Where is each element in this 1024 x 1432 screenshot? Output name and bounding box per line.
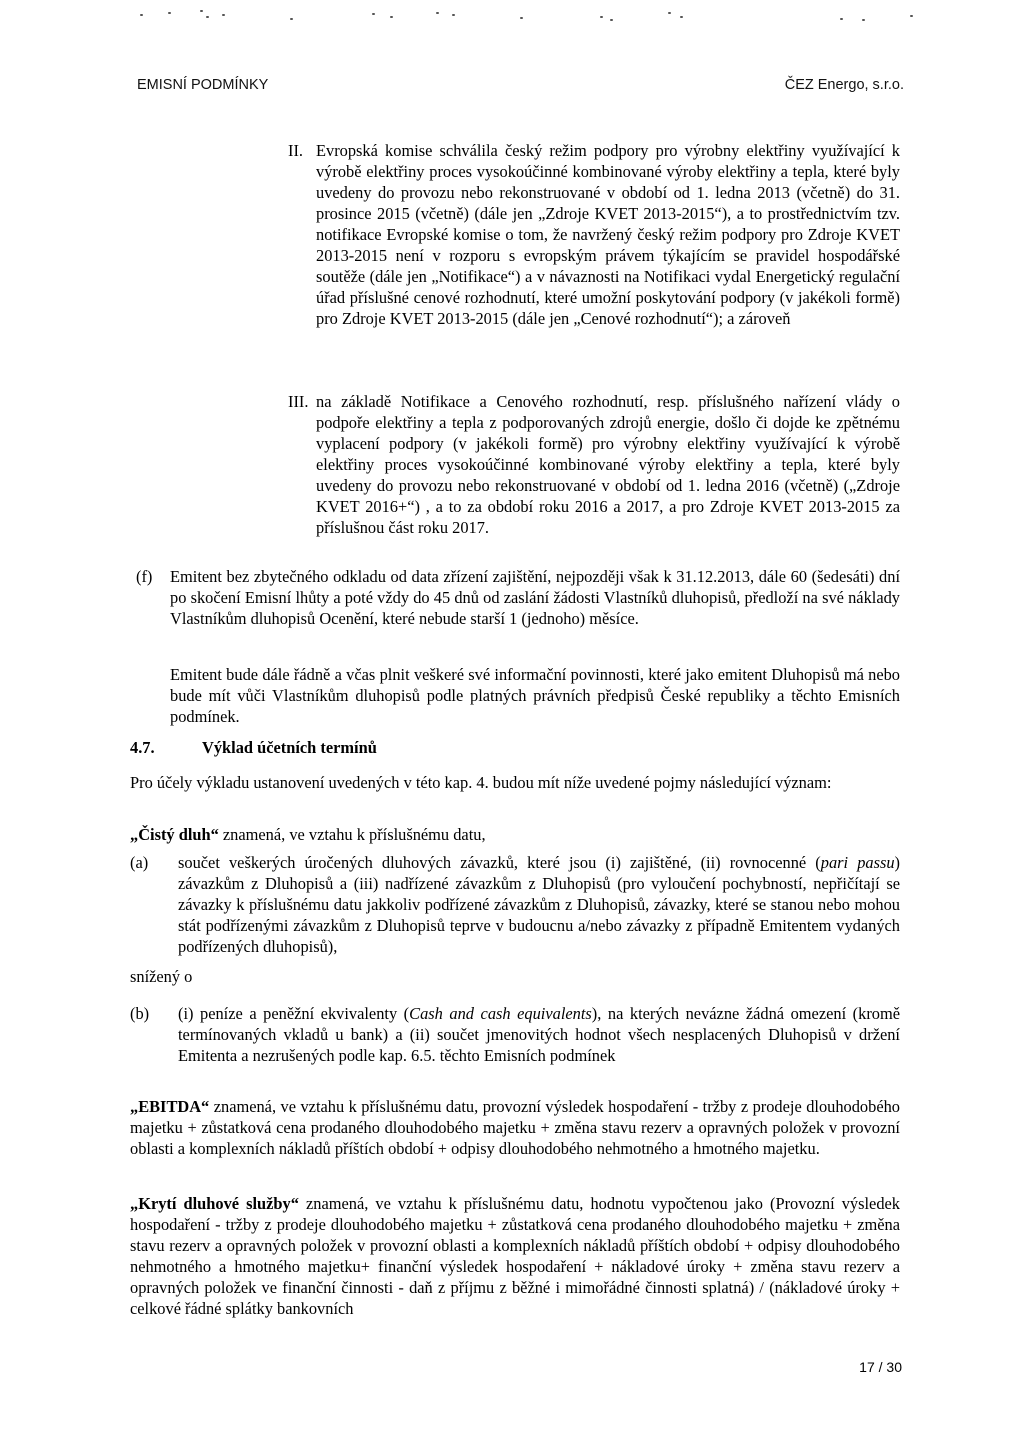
list-item-number: (f) (136, 567, 153, 586)
list-item-text: (i) peníze a peněžní ekvivalenty (Cash and cash equivalents), na kterých nevázne žádná omezení (kromě termínovaných vkladů u bank) a (ii) součet jmenovitých hodnot všech nesplacených Dluhopisů v držení Emitenta a nezrušených podle kap. 6.5. těchto Emisních podmínek (178, 1004, 900, 1065)
connector-text: snížený o (130, 967, 193, 986)
scan-specks (140, 10, 920, 24)
defined-term: „Krytí dluhové služby“ (130, 1194, 299, 1213)
definition-kryti-dluhove-sluzby (130, 1193, 900, 1319)
list-item-number: III. (288, 392, 309, 411)
list-item-text: Evropská komise schválila český režim podpory pro výrobny elektřiny využívající k výrobě elektřiny proces vysokoúčinné kombinované výroby elektřiny a tepla, které byly uvedeny do provozu nebo rekonstruované v období od 1. ledna 2013 (včetně) do 31. prosince 2015 (včetně) (dále jen „Zdroje KVET 2013-2015“), a to prostřednictvím tzv. notifikace Evropské komise o tom, že navržený český režim podpory pro Zdroje KVET 2013-2015 není v rozporu s evropským právem týkajícím se pravidel hospodářské soutěže (dále jen „Notifikace“) a v návaznosti na Notifikaci vydal Energetický regulační úřad příslušné cenové rozhodnutí, které umožní poskytování podpory (v jakékoli formě) pro Zdroje KVET 2013-2015 (dále jen „Cenové rozhodnutí“); a zároveň (316, 141, 900, 328)
list-item-text: Emitent bez zbytečného odkladu od data zřízení zajištění, nejpozději však k 31.12.2013, dále 60 (šedesáti) dní po skočení Emisní lhůty a poté vždy do 45 dnů od zaslání žádosti Vlastníků dluhopisů, předloží na své náklady Vlastníkům dluhopisů Ocenění, které nebude starší 1 (jednoho) měsíce. (170, 567, 900, 628)
list-item-number: (b) (130, 1004, 150, 1023)
italic-term: Cash and cash equivalents (409, 1004, 592, 1023)
header-company: ČEZ Energo, s.r.o. (784, 77, 904, 93)
definition-text: znamená, ve vztahu k příslušnému datu, provozní výsledek hospodaření - tržby z prodeje dlouhodobého majetku + zůstatková cena prodaného dlouhodobého majetku + změna stavu rezerv a opravných položek v provozní oblasti a komplexních nákladů příštích období + odpisy dlouhodobého nehmotného a hmotného majetku. (130, 1097, 900, 1158)
list-item-text: na základě Notifikace a Cenového rozhodnutí, resp. příslušného nařízení vlády o podpoře elektřiny a tepla z podporovaných zdrojů energie, došlo či dojde ke zpětnému vyplacení podpory (v jakékoli formě) pro výrobny elektřiny využívající k výrobě elektřiny proces vysokoúčinné kombinované výroby elektřiny a tepla, které byly uvedeny do provozu nebo rekonstruované v období od 1. ledna 2016 (včetně) („Zdroje KVET 2016+“) , a to za období roku 2016 a 2017, a pro Zdroje KVET 2013-2015 za příslušnou část roku 2017. (316, 392, 900, 537)
list-item-number: (a) (130, 853, 149, 872)
definition-cisty-dluh (130, 824, 900, 845)
definition-ebitda (130, 1096, 900, 1159)
section-title: Výklad účetních termínů (202, 738, 377, 757)
list-item-number: II. (288, 141, 304, 160)
list-item-text: součet veškerých úročených dluhových závazků, které jsou (i) zajištěné, (ii) rovnocenné (pari passu) závazkům z Dluhopisů a (iii) nadřízené závazkům z Dluhopisů (pro vyloučení pochybností, nepřičítají se závazky k příslušnému datu jakkoliv podřízené závazkům z Dluhopisů, závazky, které se stanou nebo mohou stát podřízenými závazkům z Dluhopisů teprve v budoucnu a/nebo závazky z případně Emitentem vydaných podřízených dluhopisů), (178, 853, 900, 956)
section-number: 4.7. (130, 738, 155, 757)
definition-text: znamená, ve vztahu k příslušnému datu, (218, 825, 486, 844)
page-number: 17 / 30 (859, 1359, 902, 1375)
defined-term: „Čistý dluh“ (130, 825, 219, 844)
header-title: EMISNÍ PODMÍNKY (137, 77, 269, 93)
paragraph-emitent: Emitent bude dále řádně a včas plnit veškeré své informační povinnosti, které jako emitent Dluhopisů má nebo bude mít vůči Vlastníkům dluhopisů podle platných právních předpisů České republiky a těchto Emisních podmínek. (170, 665, 900, 726)
paragraph-intro: Pro účely výkladu ustanovení uvedených v této kap. 4. budou mít níže uvedené pojmy následující význam: (130, 773, 832, 792)
definition-text: znamená, ve vztahu k příslušnému datu, hodnotu vypočtenou jako (Provozní výsledek hospodaření - tržby z prodeje dlouhodobého majetku + zůstatková cena prodaného dlouhodobého majetku + změna stavu rezerv a opravných položek v provozní oblasti a komplexních nákladů příštích období + odpisy dlouhodobého nehmotného a hmotného majetku+ finanční výsledek hospodaření + nákladové úroky + změna stavu rezerv a opravných položek ve finanční činnosti - daň z příjmu z běžné i mimořádné činnosti splatná) / (nákladové úroky + celkové řádné splátky bankovních (130, 1194, 900, 1318)
italic-term: pari passu (820, 853, 895, 872)
defined-term: „EBITDA“ (130, 1097, 210, 1116)
